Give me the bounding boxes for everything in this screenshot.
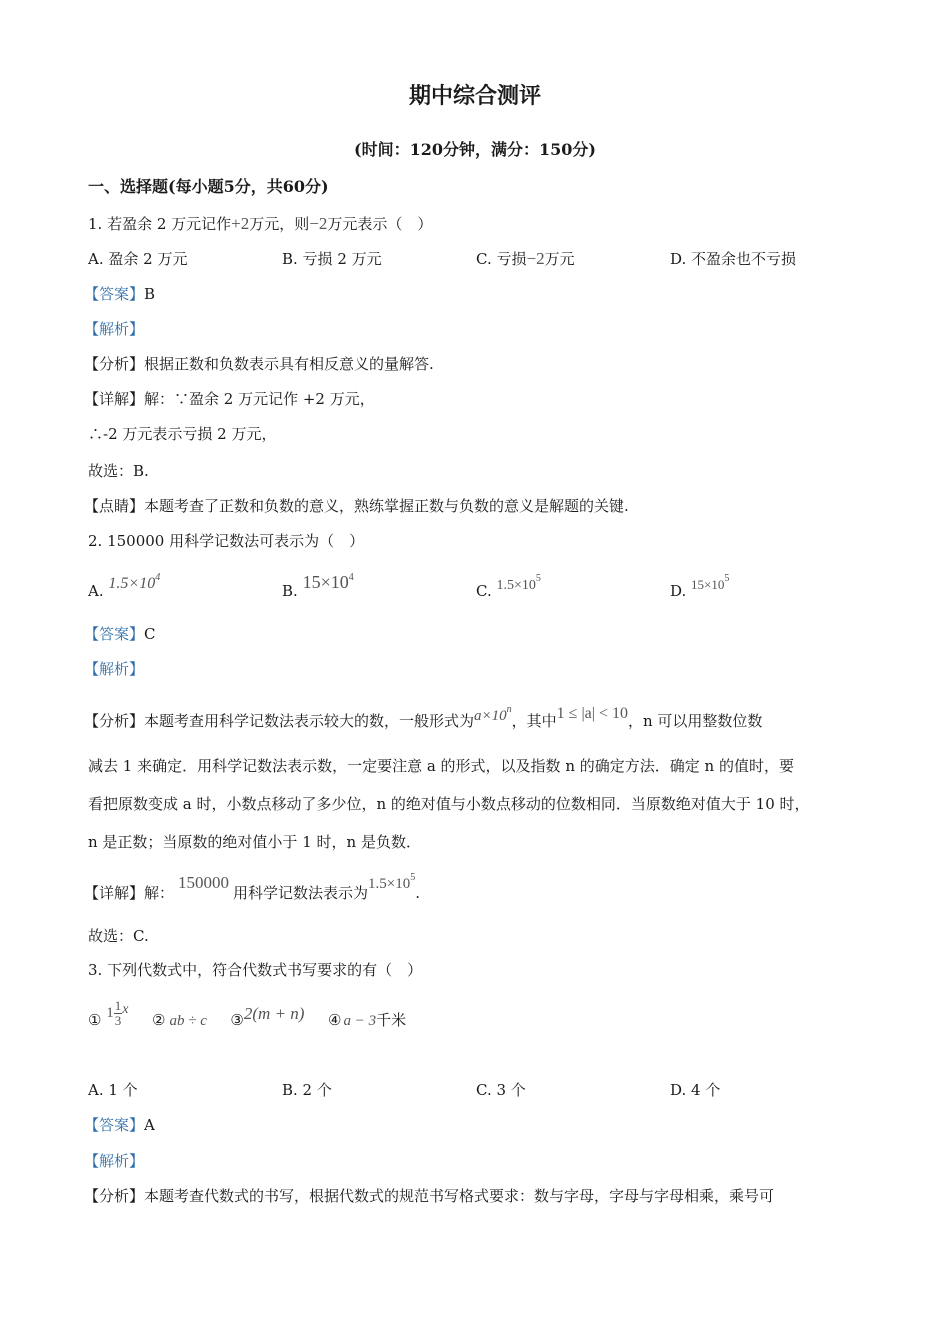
q3-option-a: A. 1 个 <box>88 1081 138 1099</box>
q1-dianjing: 【点睛】本题考查了正数和负数的意义，熟练掌握正数与负数的意义是解题的关键. <box>84 497 629 515</box>
q2-option-a-math: $1.5\times 10^4$ <box>108 572 161 592</box>
q2-option-d: D. $15\times 10^5$ <box>670 573 730 600</box>
page-title: 期中综合测评 <box>408 83 541 109</box>
q1-math-minus2: −2 <box>309 214 328 233</box>
q2-fenxi-line3: 看把原数变成 a 时，小数点移动了多少位，n 的绝对值与小数点移动的位数相同．当原数绝对值大于 10 时， <box>88 795 810 813</box>
q1-analysis-tag: 【解析】 <box>84 320 145 338</box>
q1-option-a: A. 盈余 2 万元 <box>88 250 188 268</box>
q2-option-d-math: $15\times 10^5$ <box>691 573 730 592</box>
answer-value: B <box>144 285 156 303</box>
q3-item4: ④ a − 3千米 <box>328 1011 407 1029</box>
q2-xiangjie-math1: 150000 <box>178 873 230 892</box>
answer-value: C <box>144 625 156 643</box>
q1-option-c: C. 亏损−2万元 <box>476 249 575 268</box>
q3-option-b: B. 2 个 <box>282 1081 332 1099</box>
q2-xiangjie-math2: $1.5\times 10^5$ <box>368 872 416 892</box>
q1-fenxi: 【分析】根据正数和负数表示具有相反意义的量解答. <box>84 355 434 373</box>
q3-stem: 3. 下列代数式中，符合代数式书写要求的有（ ） <box>88 961 423 979</box>
q2-option-c-math: $1.5\times 10^5$ <box>496 573 541 593</box>
q1-answer <box>84 284 155 304</box>
q3-item1: ① 1 $\frac{1}{3}$ x <box>88 997 129 1029</box>
q2-option-a: A. $1.5\times 10^4$ <box>88 572 161 600</box>
q3-option-d: D. 4 个 <box>670 1081 721 1099</box>
q1-option-d: D. 不盈余也不亏损 <box>670 250 797 268</box>
q1-choose: 故选：B. <box>88 462 149 480</box>
q2-answer <box>84 624 156 644</box>
answer-tag: 【答案】 <box>84 1116 145 1134</box>
q3-items <box>88 997 407 1040</box>
q2-fenxi-line4: n 是正数；当原数的绝对值小于 1 时，n 是负数． <box>88 833 421 851</box>
q1-math-plus2: +2 <box>231 214 250 233</box>
q3-answer <box>84 1115 155 1135</box>
q2-option-b: B. $15\times 10^4$ <box>282 572 354 600</box>
q3-analysis-tag: 【解析】 <box>84 1152 145 1170</box>
q2-stem: 2. 150000 用科学记数法可表示为（ ） <box>88 532 365 550</box>
q1-xiangjie: 【详解】解：∵盈余 2 万元记作 +2 万元， <box>84 390 375 408</box>
answer-tag: 【答案】 <box>84 625 145 643</box>
q1-therefore: ∴-2 万元表示亏损 2 万元， <box>88 425 277 443</box>
q1-stem: 1. 若盈余 2 万元记作+2万元，则−2万元表示（ ） <box>88 214 433 233</box>
q2-option-c: C. $1.5\times 10^5$ <box>476 573 541 600</box>
q2-analysis-tag: 【解析】 <box>84 660 145 678</box>
q2-fenxi-math2: 1 ≤ |a| < 10 <box>556 705 628 722</box>
q3-option-c: C. 3 个 <box>476 1081 526 1099</box>
q1-option-b: B. 亏损 2 万元 <box>282 250 382 268</box>
q2-choose: 故选：C. <box>88 927 149 945</box>
q2-xiangjie: 【详解】解：150000用科学记数法表示为$1.5\times 10^5$. <box>84 872 421 902</box>
answer-value: A <box>144 1116 155 1134</box>
q3-fenxi: 【分析】本题考查代数式的书写，根据代数式的规范书写格式要求：数与字母，字母与字母相乘，乘号可 <box>84 1187 775 1205</box>
q3-item3: ③2(m + n) <box>230 1004 305 1029</box>
q3-item2: ② ab ÷ c <box>152 1011 207 1029</box>
answer-tag: 【答案】 <box>84 285 145 303</box>
section-heading: 一、选择题(每小题5分，共60分) <box>88 177 329 196</box>
page-subtitle: (时间：120分钟，满分：150分) <box>354 140 596 159</box>
q2-fenxi-line1: 【分析】本题考查用科学记数法表示较大的数，一般形式为$a\times 10^n$，其中1 ≤ |a| < 10，n 可以用整数位数 <box>84 704 763 730</box>
q2-option-b-math: $15\times 10^4$ <box>302 572 354 592</box>
q2-fenxi-line2: 减去 1 来确定．用科学记数法表示数，一定要注意 a 的形式，以及指数 n 的确定方法．确定 n 的值时，要 <box>88 757 794 775</box>
q2-fenxi-math1: $a\times 10^n$ <box>474 704 512 724</box>
q1-option-c-math: −2 <box>526 249 545 268</box>
